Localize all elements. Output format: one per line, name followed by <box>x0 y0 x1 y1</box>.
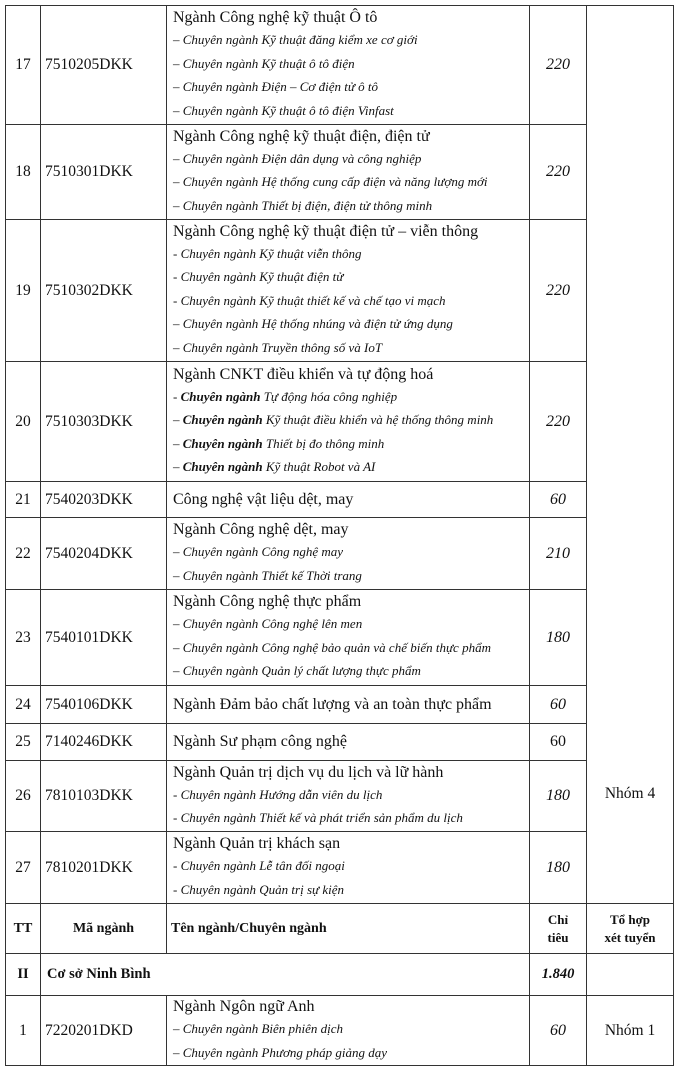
group-label: Nhóm 4 <box>604 785 656 802</box>
major-cell <box>167 761 530 832</box>
quota: 180 <box>530 590 587 686</box>
major-code: 7540101DKK <box>41 590 167 686</box>
row-number: 1 <box>6 996 41 1066</box>
major-code: 7140246DKK <box>41 724 167 761</box>
table-row <box>6 6 674 125</box>
header-quota <box>530 904 587 954</box>
row-number: 27 <box>6 832 41 904</box>
header-quota-line1: Chỉ <box>547 911 569 927</box>
specialization: – Chuyên ngành Hệ thống nhúng và điện tử ứng dụng <box>173 316 453 332</box>
major-name: Ngành Công nghệ kỹ thuật Ô tô <box>173 9 378 26</box>
campus-number: II <box>6 954 41 996</box>
header-quota-line2: tiêu <box>547 929 569 945</box>
specialization: – Chuyên ngành Kỹ thuật ô tô điện Vinfast <box>173 102 394 118</box>
major-cell <box>167 686 530 724</box>
table-header-row <box>6 904 674 954</box>
major-cell <box>167 220 530 362</box>
quota: 60 <box>530 482 587 518</box>
quota: 210 <box>530 518 587 590</box>
specialization: – Chuyên ngành Kỹ thuật Robot và AI <box>173 459 376 474</box>
group-cell <box>587 6 674 904</box>
specialization: – Chuyên ngành Kỹ thuật điều khiển và hệ thống thông minh <box>173 412 494 427</box>
quota: 180 <box>530 832 587 904</box>
major-name: Công nghệ vật liệu dệt, may <box>173 490 354 508</box>
major-cell <box>167 125 530 220</box>
table-row <box>6 832 674 904</box>
specialization: – Chuyên ngành Kỹ thuật ô tô điện <box>173 55 355 71</box>
major-code: 7540203DKK <box>41 482 167 518</box>
major-name: Ngành Công nghệ kỹ thuật điện tử – viễn thông <box>173 222 479 240</box>
table-row <box>6 686 674 724</box>
specialization: - Chuyên ngành Hướng dẫn viên du lịch <box>173 786 383 802</box>
major-code: 7510205DKK <box>41 6 167 125</box>
specialization: – Chuyên ngành Thiết kế Thời trang <box>173 567 362 583</box>
table-row <box>6 362 674 482</box>
major-name: Ngành Quản trị khách sạn <box>173 835 341 852</box>
specialization: – Chuyên ngành Điện dân dụng và công nghiệp <box>173 150 422 166</box>
specialization: – Chuyên ngành Công nghệ may <box>173 544 344 559</box>
row-number: 18 <box>6 125 41 220</box>
campus-row <box>6 954 674 996</box>
major-name: Ngành Sư phạm công nghệ <box>173 733 347 750</box>
specialization: – Chuyên ngành Quản lý chất lượng thực phẩm <box>173 663 421 679</box>
quota: 220 <box>530 6 587 125</box>
specialization: - Chuyên ngành Kỹ thuật viễn thông <box>173 245 362 261</box>
row-number: 22 <box>6 518 41 590</box>
major-name: Ngành CNKT điều khiển và tự động hoá <box>173 365 434 383</box>
quota: 60 <box>530 996 587 1066</box>
major-cell <box>167 724 530 761</box>
row-number: 17 <box>6 6 41 125</box>
specialization: – Chuyên ngành Kỹ thuật đăng kiểm xe cơ giới <box>173 32 418 47</box>
major-code: 7510301DKK <box>41 125 167 220</box>
header-tt: TT <box>6 904 41 954</box>
major-name: Ngành Ngôn ngữ Anh <box>173 998 315 1015</box>
table-row <box>6 590 674 686</box>
specialization: – Chuyên ngành Thiết bị điện, điện tử thông minh <box>173 197 433 213</box>
specialization: – Chuyên ngành Biên phiên dịch <box>173 1021 344 1036</box>
specialization: – Chuyên ngành Thiết bị đo thông minh <box>173 435 385 451</box>
major-cell <box>167 590 530 686</box>
row-number: 24 <box>6 686 41 724</box>
table-row <box>6 125 674 220</box>
table-row <box>6 518 674 590</box>
row-number: 19 <box>6 220 41 362</box>
header-name: Tên ngành/Chuyên ngành <box>167 904 530 954</box>
row-number: 23 <box>6 590 41 686</box>
group-label: Nhóm 1 <box>587 996 674 1066</box>
specialization: – Chuyên ngành Công nghệ bảo quản và chế biến thực phẩm <box>173 639 491 655</box>
major-cell <box>167 482 530 518</box>
major-name: Ngành Công nghệ kỹ thuật điện, điện tử <box>173 127 430 145</box>
specialization: - Chuyên ngành Quản trị sự kiện <box>173 881 345 897</box>
row-number: 26 <box>6 761 41 832</box>
admission-table <box>5 5 674 1066</box>
campus-group <box>587 954 674 996</box>
row-number: 20 <box>6 362 41 482</box>
specialization: - Chuyên ngành Thiết kế và phát triển sản phẩm du lịch <box>173 810 463 825</box>
specialization: – Chuyên ngành Hệ thống cung cấp điện và năng lượng mới <box>173 174 488 190</box>
major-code: 7810103DKK <box>41 761 167 832</box>
quota: 220 <box>530 125 587 220</box>
quota: 220 <box>530 362 587 482</box>
specialization: - Chuyên ngành Tự động hóa công nghiệp <box>173 388 398 404</box>
row-number: 21 <box>6 482 41 518</box>
row-number: 25 <box>6 724 41 761</box>
specialization: – Chuyên ngành Công nghệ lên men <box>173 616 363 632</box>
major-name: Ngành Công nghệ thực phẩm <box>173 593 362 611</box>
major-name: Ngành Công nghệ dệt, may <box>173 521 349 538</box>
header-group <box>587 904 674 954</box>
major-code: 7510303DKK <box>41 362 167 482</box>
header-group-line2: xét tuyển <box>604 929 656 945</box>
table-row <box>6 220 674 362</box>
campus-quota: 1.840 <box>530 954 587 996</box>
major-code: 7540204DKK <box>41 518 167 590</box>
major-cell <box>167 362 530 482</box>
major-cell <box>167 518 530 590</box>
header-code: Mã ngành <box>41 904 167 954</box>
specialization: – Chuyên ngành Truyền thông số và IoT <box>173 339 383 355</box>
major-cell <box>167 6 530 125</box>
major-name: Ngành Quản trị dịch vụ du lịch và lữ hành <box>173 763 444 781</box>
specialization: - Chuyên ngành Kỹ thuật điện tử <box>173 269 344 285</box>
specialization: – Chuyên ngành Điện – Cơ điện tử ô tô <box>173 79 379 94</box>
specialization: - Chuyên ngành Lễ tân đối ngoại <box>173 858 345 873</box>
table-row <box>6 724 674 761</box>
major-code: 7220201DKD <box>41 996 167 1066</box>
table-row <box>6 482 674 518</box>
major-code: 7510302DKK <box>41 220 167 362</box>
quota: 220 <box>530 220 587 362</box>
table-row <box>6 761 674 832</box>
major-code: 7810201DKK <box>41 832 167 904</box>
campus-name: Cơ sở Ninh Bình <box>41 954 530 996</box>
major-cell <box>167 996 530 1066</box>
major-name: Ngành Đảm bảo chất lượng và an toàn thực phẩm <box>173 695 492 713</box>
quota: 60 <box>530 724 587 761</box>
table-row <box>6 996 674 1066</box>
quota: 180 <box>530 761 587 832</box>
major-cell <box>167 832 530 904</box>
header-group-line1: Tổ hợp <box>609 911 651 927</box>
specialization: – Chuyên ngành Phương pháp giảng dạy <box>173 1044 388 1060</box>
specialization: - Chuyên ngành Kỹ thuật thiết kế và chế tạo vi mạch <box>173 292 446 308</box>
major-code: 7540106DKK <box>41 686 167 724</box>
quota: 60 <box>530 686 587 724</box>
